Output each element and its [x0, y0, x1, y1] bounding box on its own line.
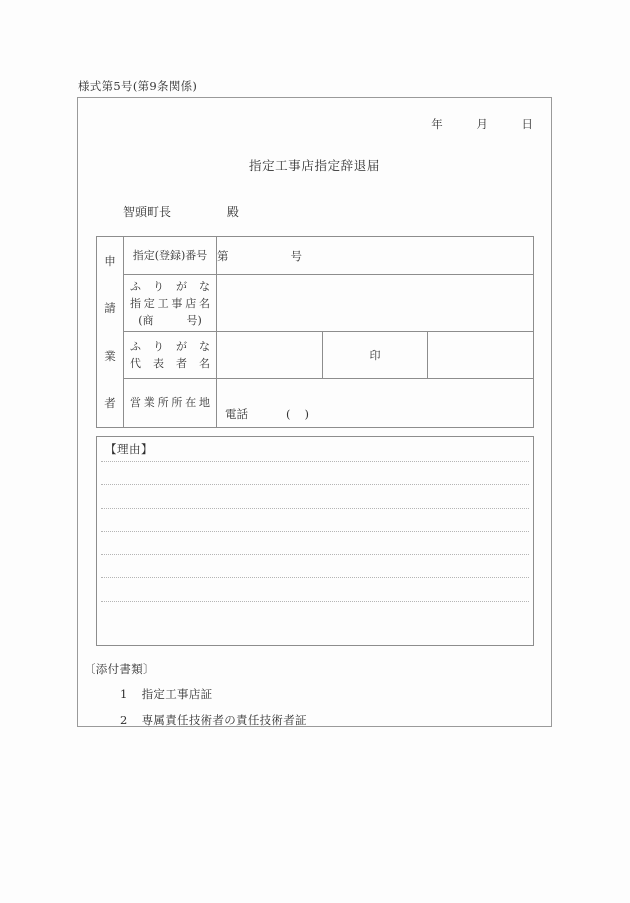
- registration-number-prefix: 第: [217, 248, 229, 263]
- attachment-item-index: 2: [120, 713, 128, 727]
- label-shop-name-furigana: ふりがな: [130, 279, 210, 293]
- telephone-label: 電話: [225, 407, 248, 421]
- addressee-honorific: 殿: [226, 205, 239, 219]
- telephone-paren-close: ): [304, 407, 309, 421]
- reason-box[interactable]: [96, 436, 534, 646]
- date-line: [431, 116, 533, 132]
- date-month-label: 月: [476, 117, 488, 131]
- telephone-paren-open: (: [286, 407, 305, 421]
- vertical-label-char-4: 者: [104, 396, 116, 411]
- label-office-address-text: 営業所所在地: [130, 396, 210, 410]
- vertical-label-char-3: 業: [104, 348, 116, 363]
- reason-label: 【理由】: [105, 442, 153, 456]
- table-row-office-address: [97, 378, 534, 427]
- field-representative-name[interactable]: [217, 332, 323, 379]
- reason-ruled-line: [101, 461, 529, 462]
- attachment-item: [120, 712, 553, 728]
- reason-ruled-line: [101, 531, 529, 532]
- label-representative-main: 代表者名: [130, 356, 210, 370]
- label-shop-name-trade: (商 号): [138, 313, 202, 327]
- document-title: 指定工事店指定辞退届: [248, 158, 380, 173]
- addressee-name: 智頭町長: [123, 205, 172, 219]
- label-shop-name-main: 指定工事店名: [130, 296, 210, 310]
- label-seal: 印: [322, 332, 428, 379]
- attachment-item-label: 指定工事店証: [141, 687, 213, 701]
- attachments-section: [80, 661, 553, 738]
- registration-number-suffix: 号: [290, 248, 302, 263]
- reason-ruled-line: [101, 601, 529, 602]
- telephone-line: [225, 406, 309, 422]
- attachment-item-index: 1: [120, 687, 128, 701]
- addressee: [123, 203, 239, 220]
- label-representative-furigana: ふりがな: [130, 339, 210, 353]
- label-registration-number: 指定(登録)番号: [124, 237, 217, 275]
- form-number: 様式第5号(第9条関係): [78, 79, 198, 93]
- reason-ruled-line: [101, 508, 529, 509]
- label-representative: [124, 332, 217, 379]
- vertical-label-char-1: 申: [104, 253, 116, 268]
- applicant-table: [96, 236, 534, 428]
- reason-ruled-line: [101, 577, 529, 578]
- field-office-address[interactable]: [217, 378, 534, 427]
- table-row-registration-number: [97, 237, 534, 275]
- field-shop-name[interactable]: [217, 275, 534, 332]
- date-day-label: 日: [521, 117, 533, 131]
- vertical-label-char-2: 請: [104, 301, 116, 316]
- form-frame: [77, 97, 552, 727]
- table-row-representative: [97, 332, 534, 379]
- attachments-list: [80, 686, 553, 728]
- reason-ruled-line: [101, 554, 529, 555]
- attachment-item: [120, 686, 553, 702]
- vertical-label-applicant: [97, 237, 124, 428]
- attachment-item-label: 専属責任技術者の責任技術者証: [141, 713, 307, 727]
- reason-ruled-lines: [97, 461, 533, 647]
- date-year-label: 年: [431, 117, 443, 131]
- label-shop-name: [124, 275, 217, 332]
- field-registration-number[interactable]: [217, 237, 534, 275]
- table-row-shop-name: [97, 275, 534, 332]
- label-office-address: [124, 378, 217, 427]
- reason-ruled-line: [101, 484, 529, 485]
- field-seal[interactable]: [428, 332, 534, 379]
- attachments-title: 〔添付書類〕: [84, 662, 155, 676]
